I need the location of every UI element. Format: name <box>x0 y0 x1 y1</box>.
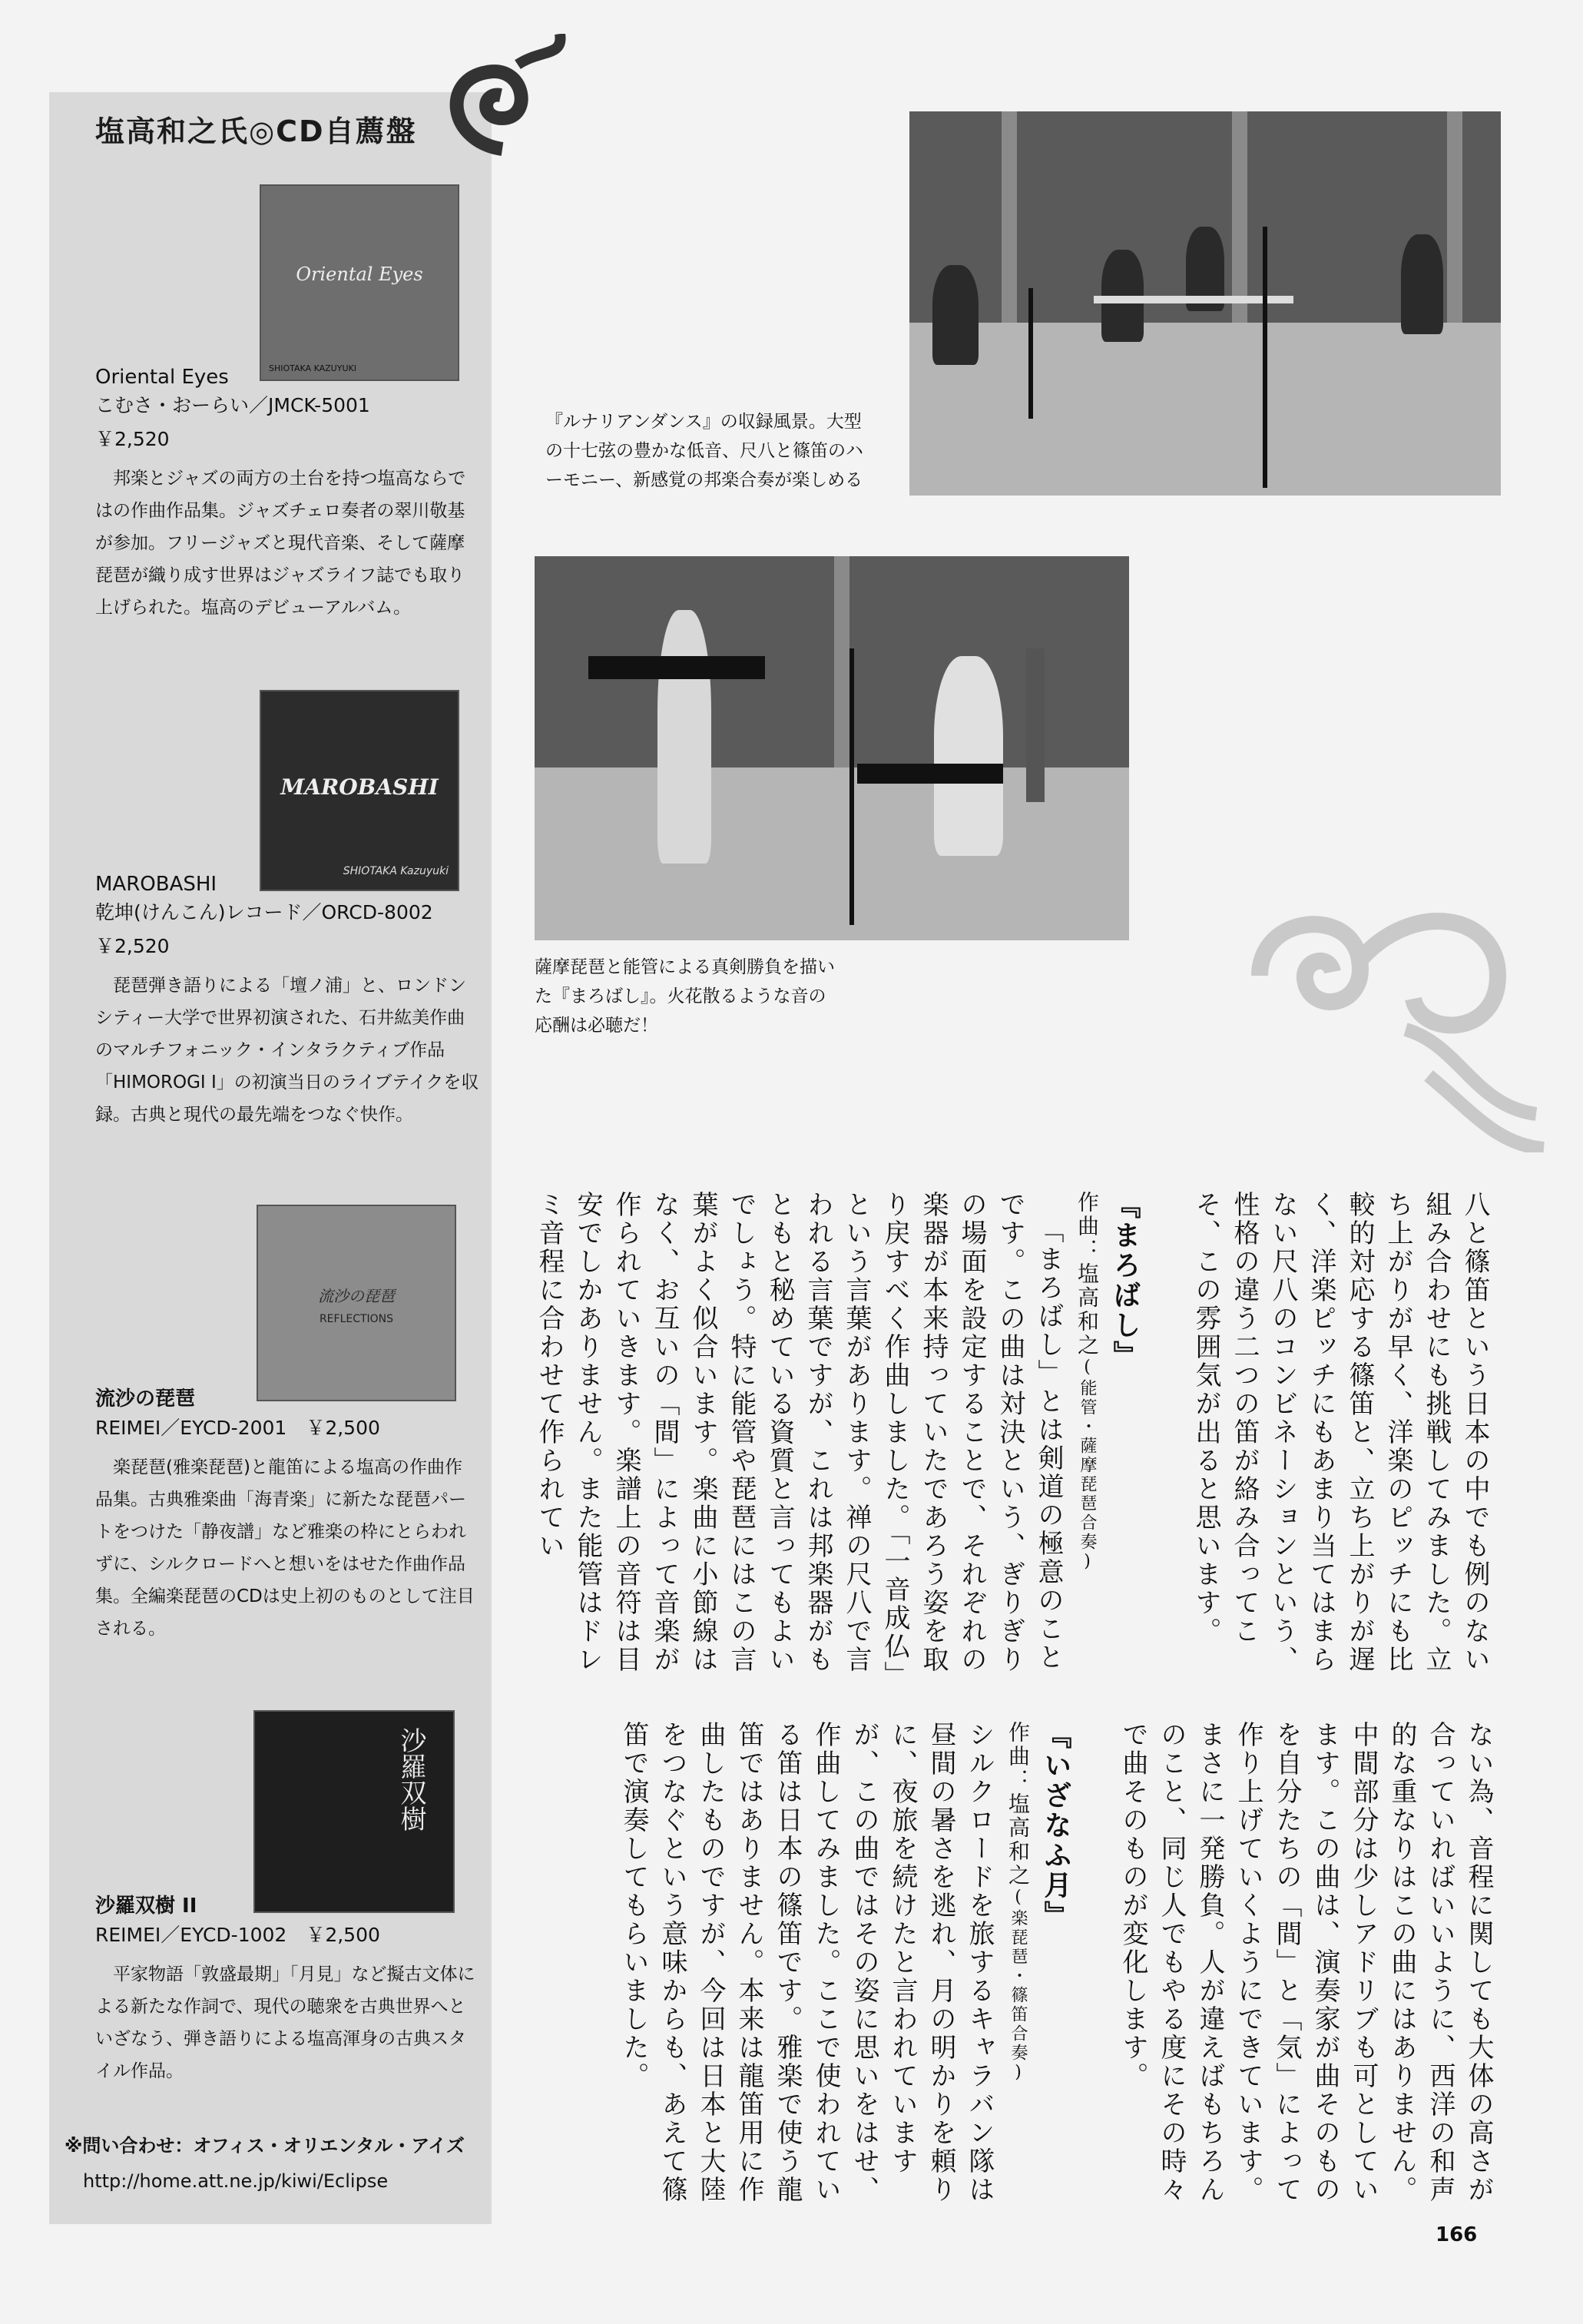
album-ryusa-no-biwa <box>95 1383 479 1645</box>
cover-artist: SHIOTAKA Kazuyuki <box>343 865 449 877</box>
album-description: 琵琶弾き語りによる「壇ノ浦」と、ロンドンシティー大学で世界初演された、石井紘美作曲のマルチフォニック・インタラクティブ作品「HIMOROGI Ⅰ」の初演当日のライブテイクを収録。古典と現代の最先端をつなぐ快作。 <box>95 976 479 1125</box>
album-sarasoju-2 <box>95 1890 479 2087</box>
contact-label: ※問い合わせ：オフィス・オリエンタル・アイズ <box>65 2135 465 2157</box>
album-description: 楽琵琶(雅楽琵琶)と龍笛による塩高の作曲作品集。古典雅楽曲「海青楽」に新たな琵琶パートをつけた「静夜譜」など雅楽の枠にとらわれずに、シルクロードへと想いをはせた作曲作品集。全編楽琵琶のCDは史上初のものとして注目される。 <box>95 1457 475 1639</box>
marobashi-credit-instruments: (能管・薩摩琵琶合奏) <box>1078 1358 1097 1573</box>
izanau-credit-instruments: (楽琵琶・篠笛合奏) <box>1008 1888 1028 2084</box>
album-description: 邦楽とジャズの両方の土台を持つ塩高ならではの作曲作品集。ジャズチェロ奏者の翠川敬基が参加。フリージャズと現代音楽、そして薩摩琵琶が織り成す世界はジャズライフ誌でも取り上げられた。塩高のデビューアルバム。 <box>95 469 466 618</box>
contact-url[interactable]: http://home.att.ne.jp/kiwi/Eclipse <box>83 2170 389 2192</box>
swirl-ornament-icon <box>433 34 571 164</box>
album-price: ￥2,520 <box>95 428 170 450</box>
cover-title: MAROBASHI <box>280 774 439 801</box>
album-name: 流沙の琵琶 <box>95 1387 196 1411</box>
cover-title: Oriental Eyes <box>296 263 423 285</box>
flourish-ornament-icon <box>1229 884 1552 1152</box>
contact-info <box>65 2128 465 2199</box>
article-lower <box>553 1721 1498 2213</box>
photo2-caption: 薩摩琵琶と能管による真剣勝負を描いた『まろばし』。火花散るような音の応酬は必聴だ！ <box>535 957 835 1036</box>
album-price: ￥2,520 <box>95 935 170 957</box>
album-label: REIMEI／EYCD-2001 ￥2,500 <box>95 1417 380 1439</box>
album-name: 沙羅双樹 II <box>95 1895 197 1918</box>
album-label: こむさ・おーらい／JMCK-5001 <box>95 394 370 416</box>
marobashi-body: 「まろばし」とは剣道の極意のことです。この曲は対決という、ぎりぎりの場面を設定することで、それぞれの楽器が本来持っていたであろう姿を取り戻すべく作曲しました。「一音成仏」という言葉があります。禅の尺八で言われる言葉ですが、これは邦楽器がもともと秘めている資質と言ってもよいでしょう。特に能管や琵琶にはこの言葉がよく似合います。楽曲に小節線はなく、お互いの「間」によって音楽が作られていきます。楽譜上の音符は目安でしかありません。また能管はドレミ音程に合わせて作られてい <box>534 1191 1064 1676</box>
section-heading-marobashi: 『まろばし』 <box>1109 1191 1141 1371</box>
izanau-credit <box>998 1721 1037 2213</box>
album-name: Oriental Eyes <box>95 366 229 389</box>
album-label: 乾坤(けんこん)レコード／ORCD-8002 <box>95 901 433 923</box>
page-number: 166 <box>1436 2223 1478 2246</box>
article-paragraph: 八と篠笛という日本の中でも例のない組み合わせにも挑戦してみました。立ち上がりが早く、洋楽のピッチにも比較的対応する篠笛と、立ち上がりが遅く、洋楽ピッチにもあまり当てはまらない尺八のコンビネーションという、性格の違う二つの笛が絡み合ってこそ、この雰囲気が出ると思います。 <box>1191 1191 1490 1674</box>
album-name: MAROBASHI <box>95 873 217 896</box>
izanau-body: シルクロードを旅するキャラバン隊は昼間の暑さを逃れ、月の明かりを頼りに、夜旅を続けたと言われていますが、この曲ではその姿に思いをはせ、作曲してみました。ここで使われている笛は日本の篠笛です。雅楽で使う龍笛ではありません。本来は龍笛用に作曲したものですが、今回は日本と大陸をつなぐという意味からも、あえて篠笛で演奏してもらいました。 <box>618 1721 995 2204</box>
album-oriental-eyes <box>95 366 479 624</box>
sidebar-title: 塩高和之氏◎CD自薦盤 <box>95 114 417 148</box>
album-description: 平家物語「敦盛最期」「月見」など擬古文体による新たな作詞で、現代の聴衆を古典世界へといざなう、弾き語りによる塩高渾身の古典スタイル作品。 <box>95 1964 475 2081</box>
cover-subtitle: REFLECTIONS <box>319 1312 394 1325</box>
cover-title: 沙羅双樹 <box>396 1727 426 1832</box>
marobashi-credit-composer: 作曲：塩高和之 <box>1075 1191 1100 1358</box>
album-cover-oriental-eyes <box>260 184 459 381</box>
marobashi-performance-photo <box>535 556 1129 940</box>
album-cover-ryusa-no-biwa <box>257 1205 456 1401</box>
album-label: REIMEI／EYCD-1002 ￥2,500 <box>95 1924 380 1946</box>
cover-artist: SHIOTAKA KAZUYUKI <box>269 363 356 373</box>
recording-session-photo <box>909 111 1501 496</box>
article-upper-right <box>1160 1191 1494 1686</box>
article-paragraph: ない為、音程に関しても大体の高さが合っていればいいように、西洋の和声的な重なりはこの曲にはありません。中間部分は少しアドリブも可としています。この曲は、演奏家が曲そのものを自分たちの「間」と「気」によって作り上げていくようにできています。まさに一発勝負。人が違えばもちろんのこと、同じ人でもやる度にその時々で曲そのものが変化します。 <box>1118 1721 1494 2204</box>
cover-title: 流沙の琵琶 <box>318 1286 395 1305</box>
album-cover-marobashi <box>260 690 459 891</box>
album-cover-sarasoju <box>253 1710 455 1913</box>
photo1-caption: 『ルナリアンダンス』の収録風景。大型の十七弦の豊かな低音、尺八と篠笛のハーモニー、新感覚の邦楽合奏が楽しめる <box>545 412 863 490</box>
album-marobashi <box>95 873 479 1131</box>
article-marobashi <box>530 1191 1144 1686</box>
izanau-credit-composer: 作曲：塩高和之 <box>1005 1721 1031 1888</box>
marobashi-credit <box>1068 1191 1106 1686</box>
section-heading-izanau: 『いざなふ月』 <box>1040 1721 1072 1931</box>
